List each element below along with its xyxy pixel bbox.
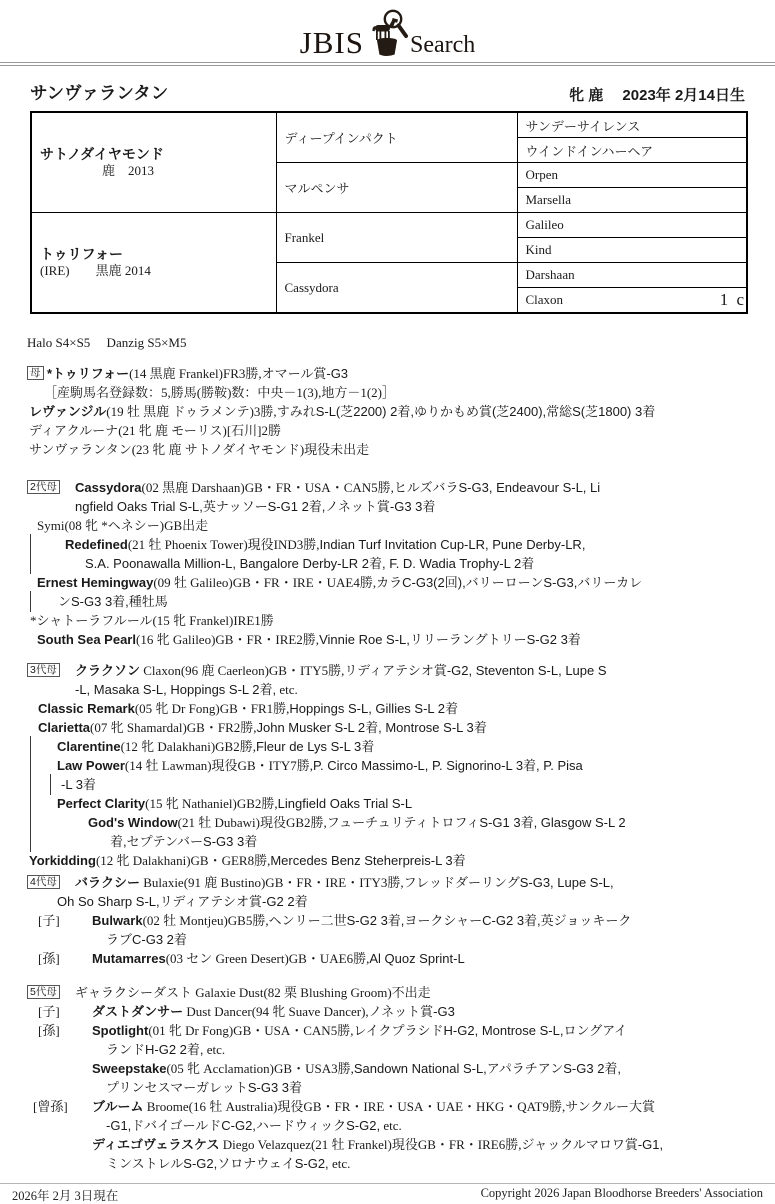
sire-name: サトノダイヤモンド [40,146,164,162]
generation-label: 3代母 [27,663,60,677]
page-footer [0,1183,775,1204]
family-section-3代母 [27,661,775,870]
pedigree-line [27,516,775,535]
text-segment: (15 牝 Nathaniel)GB2勝, [145,796,278,811]
text-segment: etc. [203,1042,226,1057]
pedigree-line [27,1097,775,1116]
page-title-horse-name: サンヴァランタン [30,83,169,103]
pedigree-line [27,1135,775,1154]
pedigree-line [27,592,775,611]
text-segment: (02 黒鹿 Darshaan)GB・FR・USA・CAN5勝, [141,480,394,495]
pedigree-line [27,949,775,968]
horse-name: レヴァンジル [29,404,107,419]
horse-name: ディエゴヴェラスケス [92,1137,220,1152]
pedigree-line [27,1078,775,1097]
text-segment: (01 牝 Dr Fong)GB・USA・CAN5勝, [148,1023,354,1038]
pedigree-line [27,737,775,756]
pedigree-line [27,718,775,737]
family-section-5代母 [27,983,775,1173]
pedigree-line [27,813,775,832]
text-segment: (16 牝 Galileo)GB・FR・IRE2勝, [135,632,320,647]
sire-detail: 鹿 2013 [102,163,155,178]
pedigree-line [27,1021,775,1040]
pedigree-line [27,535,775,554]
generation-label: 4代母 [27,875,60,889]
text-segment: P. Circo Massimo-L, P. Signorino-L 3着, P. Pisa [313,758,583,773]
horse-name: ダストダンサー [92,1004,184,1019]
tree-connector-line [30,793,31,814]
text-segment: (14 牡 Lawman)現役GB・ITY7勝, [124,758,314,773]
pedigree-cell-dsd: Kind [517,238,747,263]
text-segment: ギャラクシーダスト Galaxie Dust(82 栗 Blushing Groom)不出走 [75,985,431,1000]
copyright-text: Copyright 2026 Japan Bloodhorse Breeders' Association [480,1186,763,1200]
text-segment: -L 3着 [61,777,96,792]
jbis-search-logo [0,0,775,61]
pedigree-cell-sire-dam: マルペンサ [276,163,517,213]
text-segment: (05 牝 Acclamation)GB・USA3勝, [166,1061,354,1076]
text-segment: Diego Velazquez(21 牡 Frankel)現役GB・FR・IRE6勝, [219,1137,522,1152]
generation-label: 2代母 [27,480,60,494]
text-segment: Symi(08 牝 *ヘネシー)GB出走 [37,518,209,533]
pedigree-cell-dam-sire: Frankel [276,213,517,263]
tree-connector-line [30,534,31,555]
horse-name: Cassydora [75,480,142,495]
text-segment: John Musker S-L 2着, Montrose S-L 3着 [256,720,487,735]
text-segment: Fleur de Lys S-L 3着 [255,739,375,754]
pedigree-line [27,611,775,630]
text-segment: Lingfield Oaks Trial S-L [277,796,413,811]
text-segment: -L, Masaka S-L, Hoppings S-L 2着, [75,682,277,697]
pedigree-line [27,873,775,892]
pedigree-line [27,661,775,680]
pedigree-line [27,851,775,870]
text-segment: (19 牡 黒鹿 ドゥラメンテ)3勝, [106,404,277,419]
text-segment: ミンストレルS-G2,ソロナウェイS-G2, [106,1156,329,1171]
logo-search-text: Search [410,32,476,59]
text-segment: (21 牡 Dubawi)現役GB2勝, [177,815,327,830]
dam-detail: (IRE) 黒鹿 2014 [40,263,151,278]
text-segment: (02 牡 Montjeu)GB5勝, [142,913,269,928]
generation-label: 5代母 [27,985,60,999]
pedigree-line [27,478,775,497]
pedigree-cell-sds: Orpen [517,163,747,188]
relation-label: [孫] [38,1023,60,1038]
tree-connector-line [30,774,31,795]
text-segment: プリンセスマーガレットS-G3 3着 [106,1080,303,1095]
text-segment: ラブC-G3 2着 [106,932,187,947]
pedigree-line [27,421,775,440]
horse-sex-coat-birthdate: 牝 鹿 2023年 2月14日生 [569,87,745,104]
horse-name: Law Power [57,758,125,773]
text-segment: etc. [328,1156,351,1171]
text-segment: ノネット賞-G3 [368,1004,455,1019]
pedigree-line [27,554,775,573]
horse-name: Bulwark [92,913,143,928]
text-segment: (21 牡 Phoenix Tower)現役IND3勝, [127,537,320,552]
text-segment: (12 牝 Dalakhani)GB・GER8勝, [95,853,271,868]
horse-name: Redefined [65,537,128,552]
pedigree-line [27,794,775,813]
family-section-4代母 [27,873,775,968]
text-segment: etc. [276,682,298,697]
tree-connector-line [50,774,51,795]
title-bar [30,80,745,105]
horse-name: God's Window [88,815,178,830]
text-segment: Claxon(96 鹿 Caerleon)GB・ITY5勝, [140,663,345,678]
inbreeding-line: Halo S4×S5 Danzig S5×M5 [27,335,187,350]
pedigree-line [27,1154,775,1173]
tree-connector-line [30,812,31,833]
pedigree-cell-dss: Galileo [517,213,747,238]
text-segment: ヒルズバラS-G3, Endeavour S-L, Li [393,480,601,495]
text-segment: ンS-G3 3着, [58,594,129,609]
text-segment: Sandown National S-L,アパラチアンS-G3 2着, [353,1061,622,1076]
text-segment: ヘンリー二世S-G2 3着,ヨークシャーC-G2 3着,英ジョッキーク [268,913,632,928]
text-segment: サンクルー大賞 [565,1099,655,1114]
pedigree-line [27,756,775,775]
horse-name: *トゥリフォー [47,366,130,381]
text-segment: Al Quoz Sprint-L [369,951,465,966]
pedigree-cell-sire-sire: ディープインパクト [276,112,517,163]
family-sections [27,364,775,1173]
pedigree-notes [0,333,775,1173]
pedigree-cell-ddd [517,288,747,314]
tree-connector-line [30,591,31,612]
ddd-name: Claxon [525,292,564,307]
text-segment: Dust Dancer(94 牝 Suave Dancer), [183,1004,369,1019]
pedigree-line [27,1059,775,1078]
text-segment: (09 牡 Galileo)GB・FR・IRE・UAE4勝, [153,575,377,590]
tree-connector-line [30,736,31,757]
horse-name: Mutamarres [92,951,166,966]
text-segment: (07 牝 Shamardal)GB・FR2勝, [90,720,257,735]
pedigree-line [27,930,775,949]
text-segment: *シャトーラフルール(15 牝 Frankel)IRE1勝 [30,613,274,628]
horse-name: Sweepstake [92,1061,167,1076]
text-segment: ランドH-G2 2着, [106,1042,204,1057]
horse-name: Spotlight [92,1023,149,1038]
horse-name: Clarietta [38,720,91,735]
text-segment: etc. [380,1118,402,1133]
text-segment: Oh So Sharp S-L,リディアテシオ賞-G2 2着 [57,894,308,909]
text-segment: -G1,ドバイゴールドC-G2,ハードウィックS-G2, [106,1118,381,1133]
pedigree-line [27,911,775,930]
pedigree-cell-ssd: ウインドインハーヘア [517,138,747,163]
pedigree-cell-sire [31,112,276,213]
text-segment: (21 牝 鹿 モーリス)[石川]2勝 [118,423,281,438]
text-segment: Mercedes Benz Steherpreis-L 3着 [270,853,466,868]
pedigree-line [27,440,775,459]
text-segment: フレッドダーリングS-G3, Lupe S-L, [403,875,614,890]
pedigree-line [27,402,775,421]
text-segment: S.A. Poonawalla Million-L, Bangalore Derby-LR 2着, F. D. Wadia Trophy-L 2着 [85,556,535,571]
text-segment: (23 牝 鹿 サトノダイヤモンド)現役未出走 [131,442,370,457]
family-section-2代母 [27,478,775,649]
pedigree-line [27,832,775,851]
text-segment: すみれS-L(芝2200) 2着,ゆりかもめ賞(芝2400),常総S(芝1800) 3着 [276,404,656,419]
family-number: 1 c [719,290,746,309]
text-segment: オマール賞-G3 [261,366,349,381]
logo-jbis-text: JBIS [299,25,364,61]
generation-label: 母 [27,366,44,380]
horse-magnifier-icon [367,9,409,58]
pedigree-table [30,111,748,314]
text-segment: (14 黒鹿 Frankel)FR3勝, [129,366,262,381]
pedigree-line [27,680,775,699]
pedigree-cell-dam [31,213,276,314]
text-segment: フューチュリティトロフィS-G1 3着, Glasgow S-L 2 [326,815,626,830]
relation-label: [孫] [38,951,60,966]
horse-name: バラクシー [75,875,141,890]
pedigree-line [27,630,775,649]
text-segment: Vinnie Roe S-L,リリーラングトリーS-G2 3着 [319,632,581,647]
text-segment: 着,セプテンバーS-G3 3着 [110,834,258,849]
pedigree-line [27,775,775,794]
text-segment: (03 セン Green Desert)GB・UAE6勝, [165,951,370,966]
as-of-date: 2026年 2月 3日現在 [12,1189,119,1203]
horse-name: ブルーム [92,1099,144,1114]
family-section-母 [27,364,775,459]
text-segment: Indian Turf Invitation Cup-LR, Pune Derby-LR, [319,537,586,552]
text-segment: カラC-G3(2回),バリーローンS-G3,バリーカレ [376,575,643,590]
relation-label: [子] [38,913,60,928]
text-segment: 種牡馬 [128,594,168,609]
pedigree-cell-dam-dam: Cassydora [276,263,517,314]
text-segment: Broome(16 牡 Australia)現役GB・FR・IRE・USA・UAE・HKG・QAT9勝, [143,1099,566,1114]
text-segment: ディアクルーナ [29,423,119,438]
horse-name: Yorkidding [29,853,96,868]
pedigree-line [27,573,775,592]
relation-label: [曾孫] [33,1099,68,1114]
text-segment: Bulaxie(91 鹿 Bustino)GB・FR・IRE・ITY3勝, [140,875,404,890]
tree-connector-line [30,553,31,574]
horse-name: Clarentine [57,739,121,754]
header-double-rule [0,62,775,66]
text-segment: レイクプラシドH-G2, Montrose S-L,ロングアイ [353,1023,628,1038]
pedigree-line [27,892,775,911]
pedigree-line [27,497,775,516]
text-segment: (05 牝 Dr Fong)GB・FR1勝, [134,701,290,716]
text-segment: (12 牝 Dalakhani)GB2勝, [120,739,256,754]
text-segment: サンヴァランタン [29,442,132,457]
text-segment: Hoppings S-L, Gillies S-L 2着 [289,701,459,716]
pedigree-cell-dds: Darshaan [517,263,747,288]
pedigree-cell-sdd: Marsella [517,188,747,213]
text-segment: リディアテシオ賞-G2, Steventon S-L, Lupe S [344,663,607,678]
text-segment: ngfield Oaks Trial S-L,英ナッソーS-G1 2着,ノネット賞-G3 3着 [75,499,436,514]
pedigree-line [27,383,775,402]
horse-name: Ernest Hemingway [37,575,154,590]
horse-name: South Sea Pearl [37,632,136,647]
pedigree-cell-sss: サンデーサイレンス [517,112,747,138]
tree-connector-line [30,831,31,852]
horse-name: Classic Remark [38,701,135,716]
pedigree-line [27,983,775,1002]
dam-name: トゥリフォー [40,246,123,262]
text-segment: ［産駒馬名登録数：5,勝馬(勝鞍)数：中央－1(3),地方－1(2)］ [44,385,395,400]
pedigree-line [27,699,775,718]
pedigree-line [27,364,775,383]
pedigree-line [27,1116,775,1135]
pedigree-line [27,1040,775,1059]
pedigree-line [27,1002,775,1021]
horse-name: クラクソン [75,663,141,678]
relation-label: [子] [38,1004,60,1019]
tree-connector-line [30,755,31,776]
horse-name: Perfect Clarity [57,796,146,811]
text-segment: ジャックルマロワ賞-G1, [521,1137,664,1152]
